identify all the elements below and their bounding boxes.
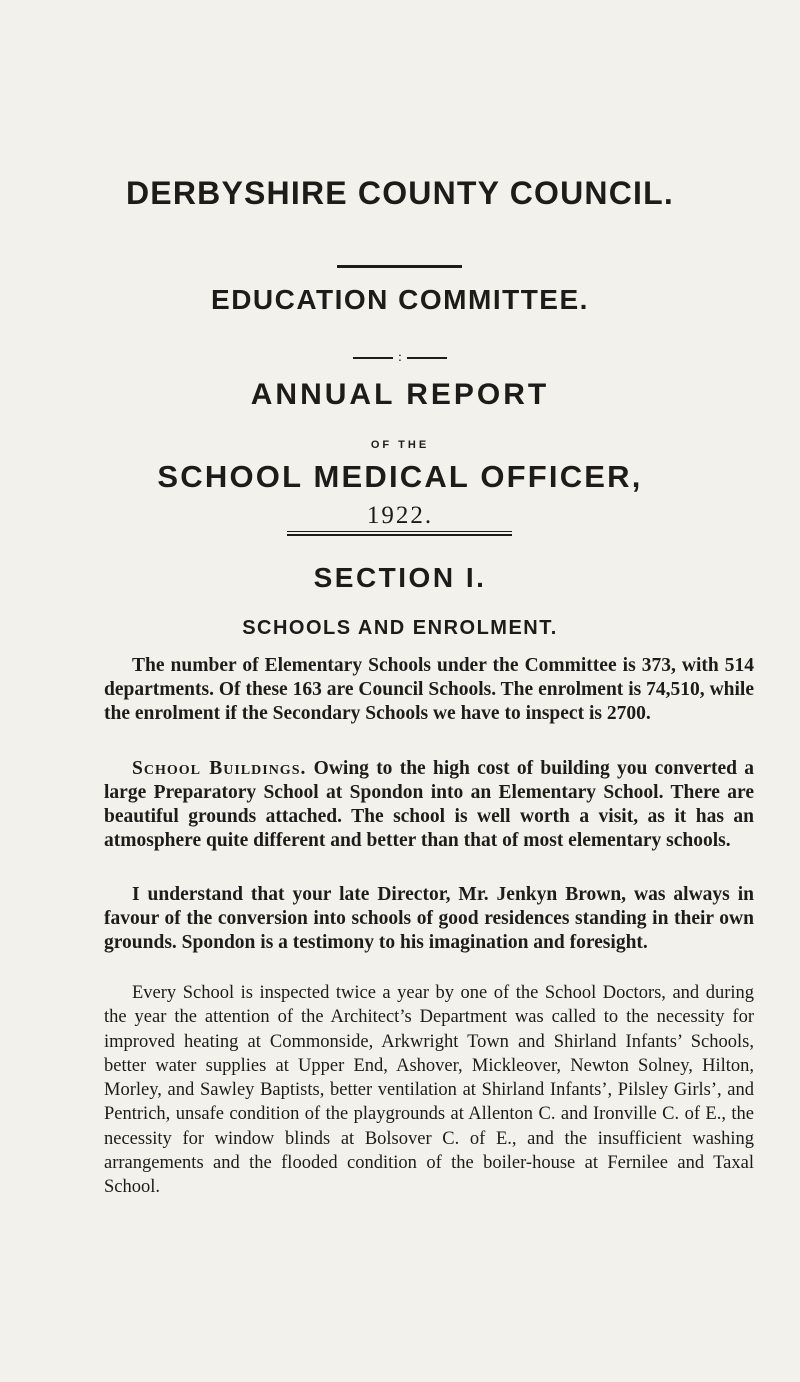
title-rule	[337, 265, 462, 268]
school-buildings-text: Owing to the high cost of building you converted a large Preparatory School at Spondon into an Elementary School. There are beautiful grounds attached. The school is well worth a visit, as it has an atmosphere quite different and better than that of most elementary schools.	[104, 758, 755, 851]
committee-title: EDUCATION COMMITTEE.	[211, 284, 589, 315]
section-heading: SECTION I.	[313, 562, 487, 593]
separator-colon: :	[398, 350, 402, 365]
report-title: ANNUAL REPORT	[250, 378, 550, 411]
officer-title: SCHOOL MEDICAL OFFICER,	[157, 459, 643, 494]
paragraph-enrolment: The number of Elementary Schools under the Committee is 373, with 514 departments. Of these 163 are Council Schools. The enrolment is 74,510, while the enrolment if the Secondary Schools we have to inspect is 2700.	[104, 655, 754, 724]
of-the-label: OF THE	[370, 439, 430, 451]
school-buildings-lead: School Buildings.	[132, 758, 307, 779]
paragraph-director: I understand that your late Director, Mr. Jenkyn Brown, was always in favour of the conversion into schools of good residences standing in their own grounds. Spondon is a testimony to his imagination and foresight.	[104, 884, 754, 953]
paragraph-school-buildings	[104, 757, 754, 853]
council-title: DERBYSHIRE COUNTY COUNCIL.	[126, 175, 674, 211]
paragraph-inspection: Every School is inspected twice a year by one of the School Doctors, and during the year the attention of the Architect’s Department was called to the necessity for improved heating at Commonside, Arkwright Town and Shirland Infants’ Schools, better water supplies at Upper End, Ashover, Mickleover, Newton Solney, Hilton, Morley, and Sawley Baptists, better ventilation at Shirland Infants’, Pilsley Girls’, and Pentrich, unsafe condition of the playgrounds at Allenton C. and Ironville C. of E., the necessity for window blinds at Bolsover C. of E., and the insufficient washing arrangements and the flooded condition of the boiler-house at Fernilee and Taxal School.	[104, 983, 754, 1198]
double-rule	[287, 531, 512, 536]
dash-separator	[353, 350, 447, 365]
report-year: 1922.	[366, 502, 434, 529]
section-subheading: SCHOOLS AND ENROLMENT.	[242, 617, 558, 639]
